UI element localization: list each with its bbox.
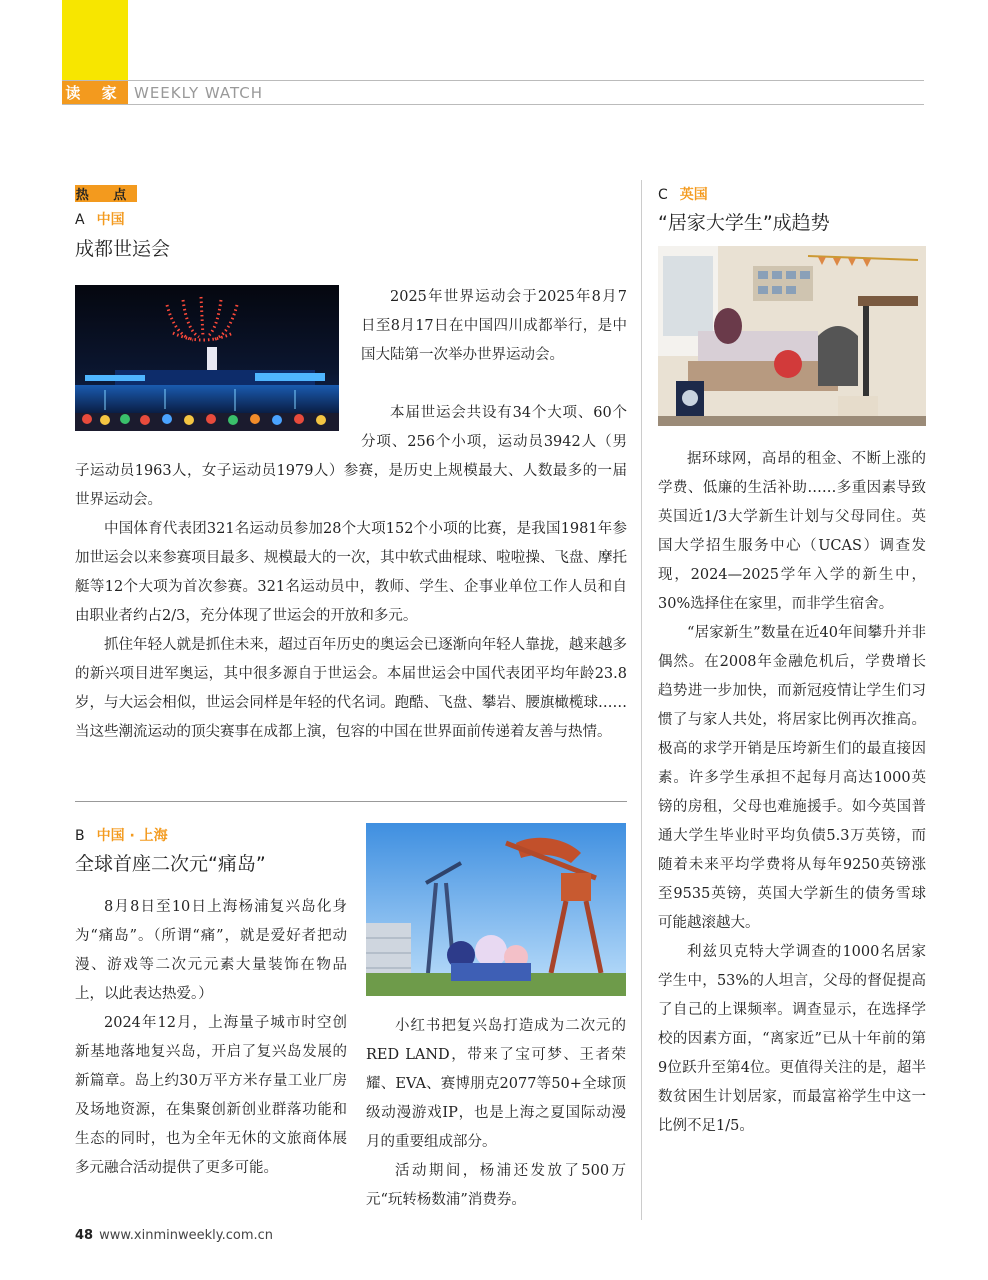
header-rule-top — [62, 80, 924, 81]
yellow-header-tab — [62, 0, 128, 80]
column-divider — [641, 180, 642, 1220]
article-b-region: 中国 · 上海 — [96, 828, 168, 844]
article-b-letter: B — [75, 828, 85, 844]
column-subtitle: WEEKLY WATCH — [134, 84, 264, 102]
article-c-paragraph-1: 据环球网，高昂的租金、不断上涨的学费、低廉的生活补助……多重因素导致英国近1/3大学新生计划与父母同住。英国大学招生服务中心（UCAS）调查发现，2024—2025学年入学的新生中，30%选择住在家里，而非学生宿舍。 — [658, 451, 926, 612]
article-a-intro — [361, 283, 627, 370]
article-c-kicker — [658, 184, 708, 204]
article-c-title: “居家大学生”成趋势 — [658, 212, 830, 234]
article-a-body-rest — [75, 399, 627, 747]
article-b-photo — [366, 823, 626, 996]
page-number: 48 — [75, 1228, 94, 1243]
article-a-letter: A — [75, 212, 85, 228]
section-divider — [75, 801, 627, 802]
footer-url: www.xinminweekly.com.cn — [99, 1228, 274, 1243]
article-c-paragraph-3: 利兹贝克特大学调查的1000名居家学生中，53%的人坦言，父母的督促提高了自己的上课频率。调查显示，在选择学校的因素方面，“离家近”已从十年前的第9位跃升至第4位。更值得关注的是，超半数贫困生计划居家，而最富裕学生中这一比例不足1/5。 — [658, 944, 926, 1134]
article-a-region: 中国 — [96, 212, 125, 228]
article-c-paragraph-2: “居家新生”数量在近40年间攀升并非偶然。在2008年金融危机后，学费增长趋势进一步加快，而新冠疫情让学生们习惯了与家人共处，将居家比例再次推高。极高的求学开销是压垮新生们的最直接因素。许多学生承担不起每月高达1000英镑的房租，父母也难施援手。如今英国普通大学生毕业时平均负债5.3万英镑，而随着未来平均学费将从每年9250英镑涨至9535英镑，英国大学新生的债务雪球可能越滚越大。 — [658, 625, 926, 931]
article-a-kicker — [75, 209, 125, 229]
article-b-title: 全球首座二次元“痛岛” — [75, 853, 266, 875]
article-b-column-1 — [75, 893, 347, 1183]
page-footer — [75, 1228, 273, 1243]
article-a-paragraph-2-flow: 本届世运会共设有34个大项、60个分项、256个小项，运动员3942人（男子运动员1963人，女子运动员1979人）参赛，是历史上规模最大、人数最多的一届世界运动会。 — [75, 405, 627, 508]
hot-tag: 热 点 — [75, 185, 137, 202]
article-c-region: 英国 — [679, 187, 708, 203]
student-room-image — [658, 246, 926, 426]
article-a-paragraph-3: 中国体育代表团321名运动员参加28个大项152个小项的比赛，是我国1981年参加世运会以来参赛项目最多、规模最大的一次，其中软式曲棍球、啦啦操、飞盘、摩托艇等12个大项为首次参赛。321名运动员中，教师、学生、企事业单位工作人员和自由职业者约占2/3，充分体现了世运会的开放和多元。 — [75, 521, 627, 624]
article-a-paragraph-4: 抓住年轻人就是抓住未来，超过百年历史的奥运会已逐渐向年轻人靠拢，越来越多的新兴项目进军奥运，其中很多源自于世运会。本届世运会中国代表团平均年龄23.8岁，与大运会相似，世运会同样是年轻的代名词。跑酷、飞盘、攀岩、腰旗橄榄球……当这些潮流运动的顶尖赛事在成都上演，包容的中国在世界面前传递着友善与热情。 — [75, 637, 627, 740]
article-b-col1-paragraph-1: 8月8日至10日上海杨浦复兴岛化身为“痛岛”。（所谓“痛”，就是爱好者把动漫、游戏等二次元元素大量装饰在物品上，以此表达热爱。） — [75, 899, 347, 1002]
article-b-kicker — [75, 825, 168, 845]
article-c-photo — [658, 246, 926, 426]
article-b-col1-paragraph-2: 2024年12月，上海量子城市时空创新基地落地复兴岛，开启了复兴岛发展的新篇章。岛上约30万平方米存量工业厂房及场地资源，在集聚创新创业群落功能和生态的同时，也为全年无休的文旅商体展多元融合活动提供了更多可能。 — [75, 1015, 347, 1176]
column-label: 读 家 — [62, 81, 128, 104]
article-c-body — [658, 445, 926, 1141]
article-b-col2-paragraph-1: 小红书把复兴岛打造成为二次元的RED LAND，带来了宝可梦、王者荣耀、EVA、赛博朋克2077等50+全球顶级动漫游戏IP，也是上海之夏国际动漫月的重要组成部分。 — [366, 1018, 626, 1150]
article-a-paragraph-1: 2025年世界运动会于2025年8月7日至8月17日在中国四川成都举行，是中国大陆第一次举办世界运动会。 — [361, 289, 627, 363]
photo-float-spacer — [75, 399, 361, 457]
header-rule-bottom — [62, 104, 924, 105]
article-b-col2-paragraph-2: 活动期间，杨浦还发放了500万元“玩转杨数浦”消费券。 — [366, 1163, 626, 1208]
article-b-column-2 — [366, 1012, 626, 1215]
article-c-letter: C — [658, 187, 668, 203]
crane-island-image — [366, 823, 626, 996]
article-a-title: 成都世运会 — [75, 238, 171, 260]
